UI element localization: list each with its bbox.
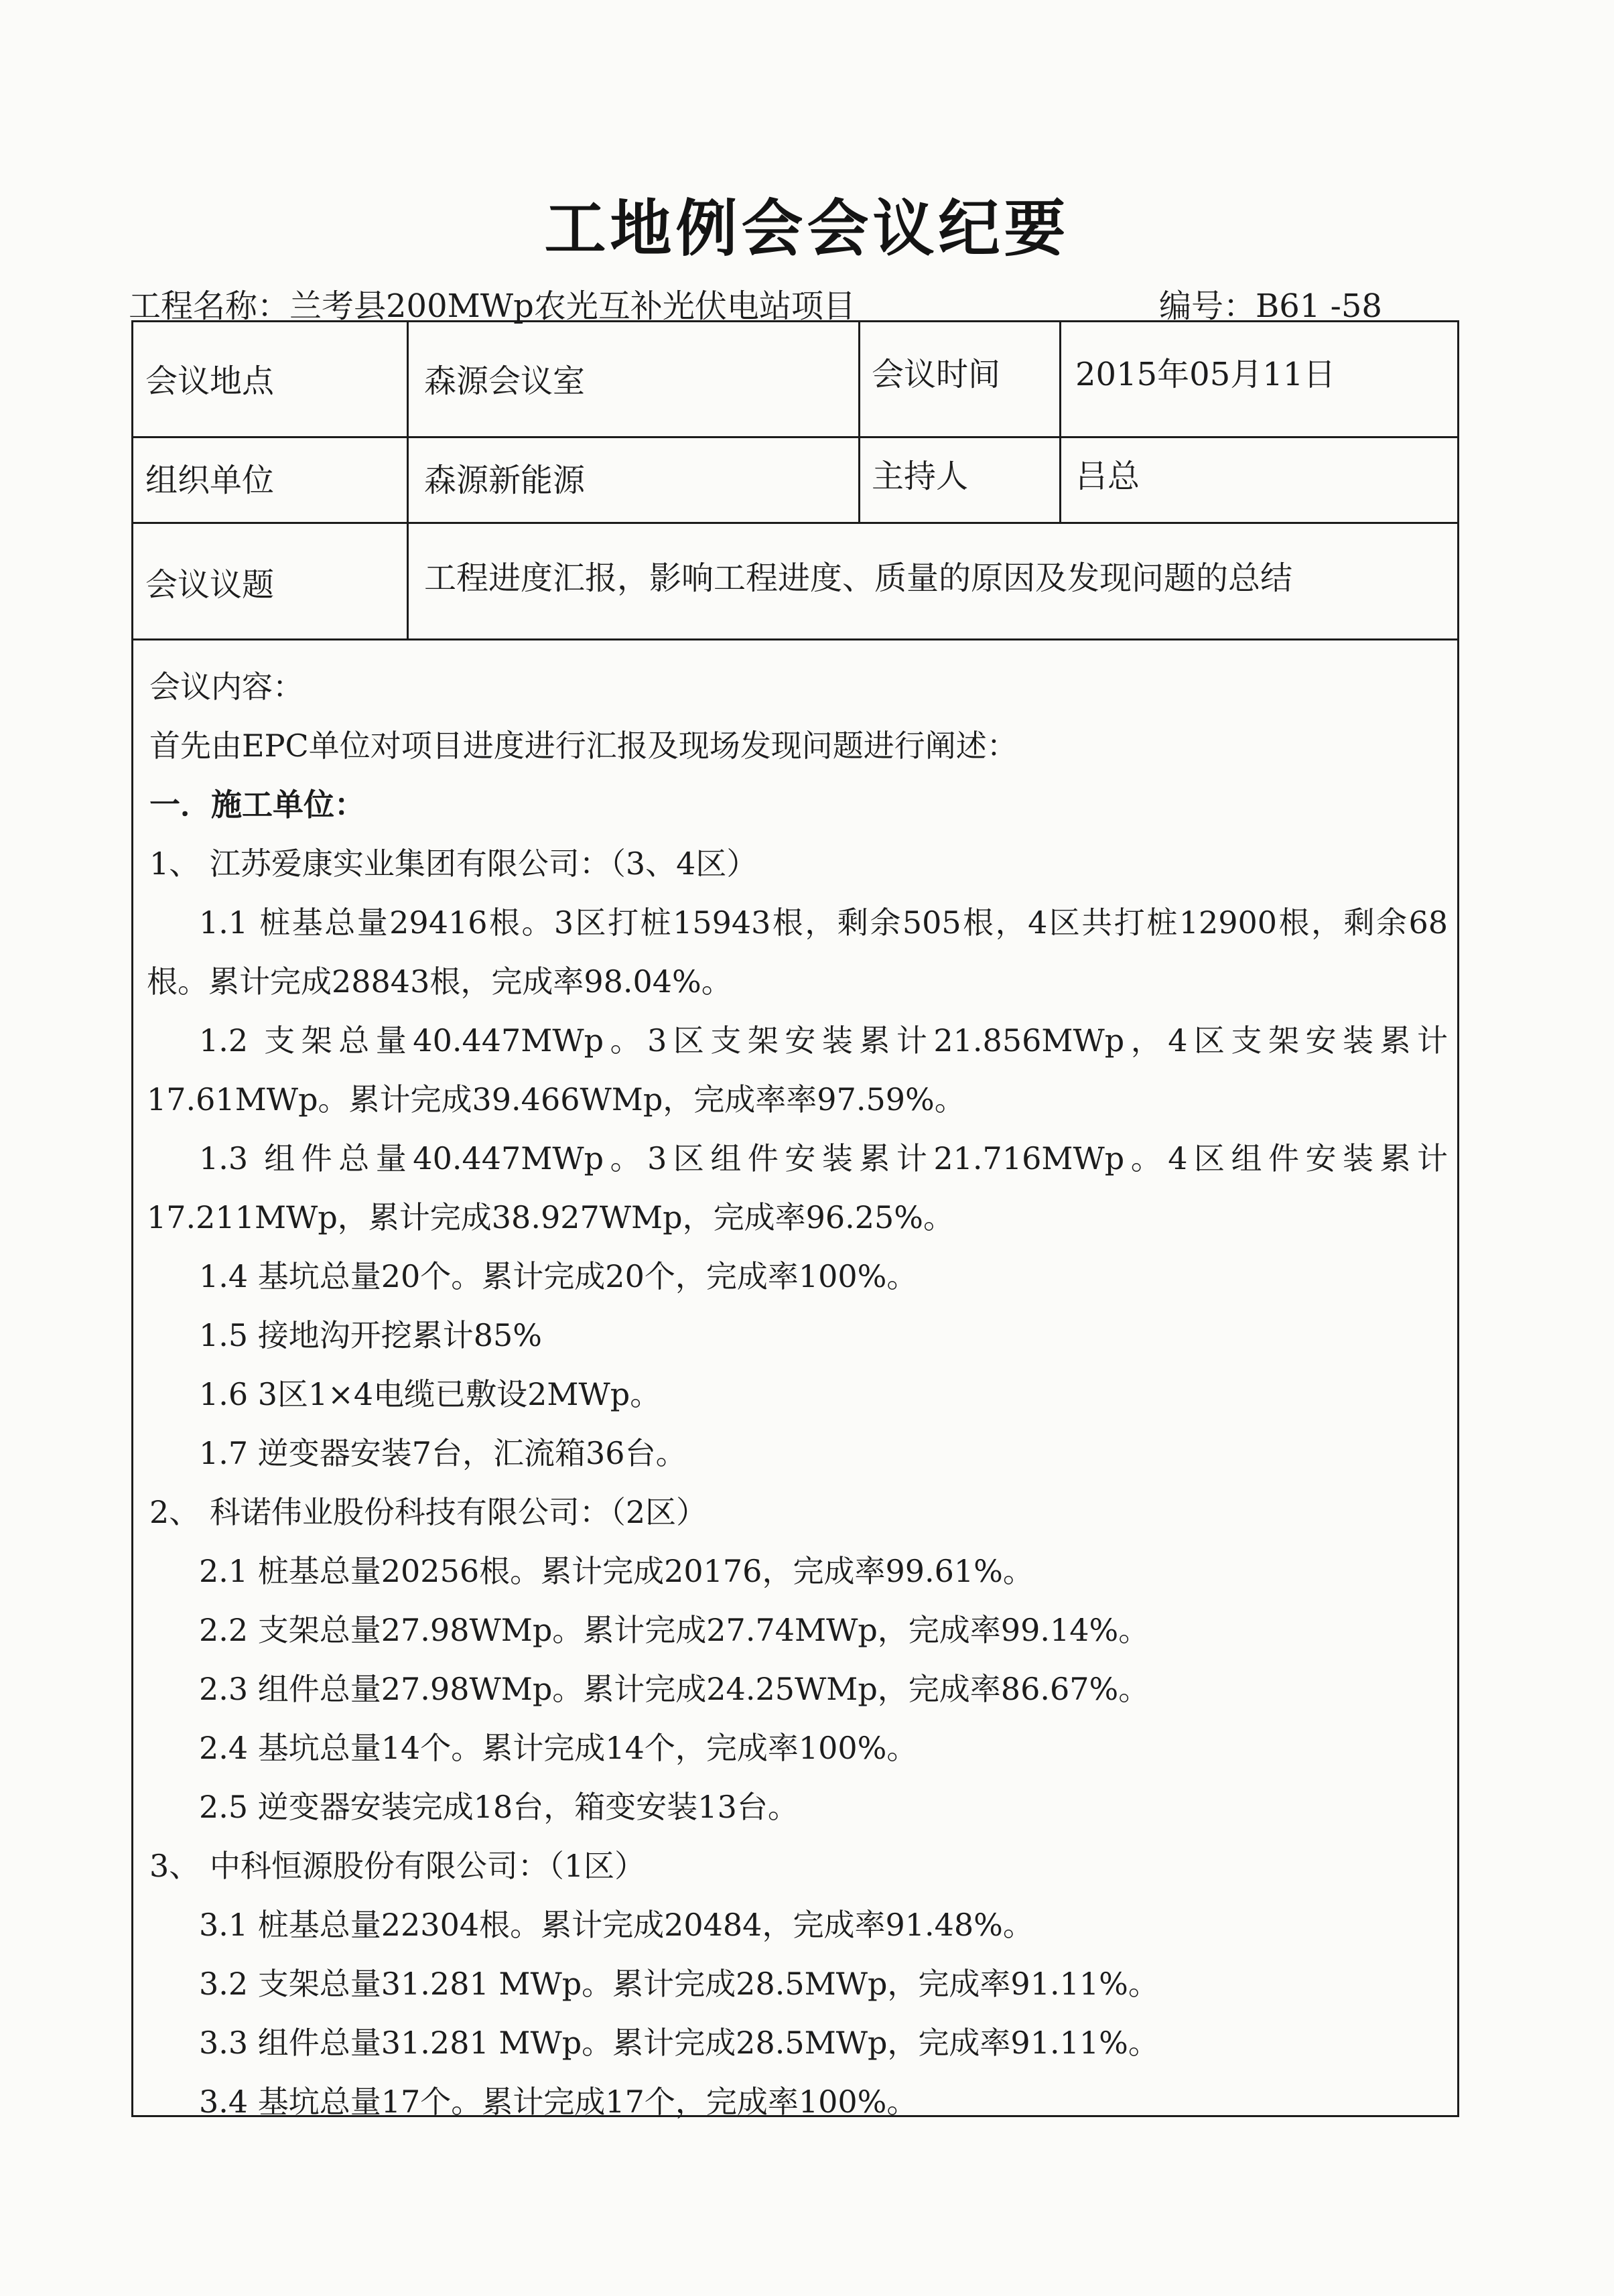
row-divider bbox=[133, 436, 1457, 438]
progress-item: 1.4 基坑总量20个。累计完成20个，完成率100%。 bbox=[199, 1258, 918, 1294]
progress-item: 2.1 桩基总量20256根。累计完成20176，完成率99.61%。 bbox=[199, 1553, 1034, 1589]
company-title: 2、 科诺伟业股份科技有限公司：（2区） bbox=[149, 1494, 708, 1530]
meeting-time: 2015年05月11日 bbox=[1075, 356, 1336, 393]
column-divider bbox=[858, 322, 860, 522]
progress-item: 3.1 桩基总量22304根。累计完成20484，完成率91.48%。 bbox=[199, 1907, 1034, 1943]
column-divider bbox=[407, 322, 409, 638]
organizer-label: 组织单位 bbox=[145, 462, 275, 499]
content-intro: 首先由EPC单位对项目进度进行汇报及现场发现问题进行阐述： bbox=[149, 728, 1018, 764]
topic: 工程进度汇报，影响工程进度、质量的原因及发现问题的总结 bbox=[424, 559, 1293, 597]
progress-item: 2.5 逆变器安装完成18台，箱变安装13台。 bbox=[199, 1789, 799, 1825]
progress-item: 1.1 桩基总量29416根。3区打桩15943根，剩余505根，4区共打桩12900根，剩余68根。累计完成28843根，完成率98.04%。 bbox=[147, 904, 1448, 1000]
company-title: 1、 江苏爱康实业集团有限公司：（3、4区） bbox=[149, 846, 758, 882]
row-divider bbox=[133, 522, 1457, 524]
minutes-table bbox=[131, 320, 1459, 2120]
progress-item: 2.2 支架总量27.98WMp。累计完成27.74MWp，完成率99.14%。 bbox=[199, 1612, 1150, 1648]
project-name: 工程名称：兰考县200MWp农光互补光伏电站项目 bbox=[129, 287, 856, 325]
host-label: 主持人 bbox=[872, 458, 969, 495]
host: 吕总 bbox=[1075, 458, 1140, 495]
progress-item: 3.3 组件总量31.281 MWp。累计完成28.5MWp，完成率91.11%。 bbox=[199, 2025, 1159, 2061]
topic-label: 会议议题 bbox=[145, 566, 275, 604]
section-heading: 一．施工单位： bbox=[149, 787, 365, 823]
company-title: 3、 中科恒源股份有限公司：（1区） bbox=[149, 1848, 646, 1884]
page-title: 工地例会会议纪要 bbox=[544, 192, 1070, 265]
progress-item: 1.2 支架总量40.447MWp。3区支架安装累计21.856MWp，4区支架安装累计17.61MWp。累计完成39.466WMp，完成率率97.59%。 bbox=[147, 1022, 1448, 1118]
meeting-location: 森源会议室 bbox=[424, 362, 586, 400]
progress-item: 3.2 支架总量31.281 MWp。累计完成28.5MWp，完成率91.11%。 bbox=[199, 1966, 1159, 2002]
row-divider bbox=[133, 638, 1457, 640]
meeting-time-label: 会议时间 bbox=[872, 356, 1001, 393]
meeting-location-label: 会议地点 bbox=[145, 362, 275, 400]
progress-item: 1.5 接地沟开挖累计85% bbox=[199, 1317, 543, 1353]
progress-item: 2.3 组件总量27.98WMp。累计完成24.25WMp，完成率86.67%。 bbox=[199, 1671, 1150, 1707]
progress-item: 3.4 基坑总量17个。累计完成17个，完成率100%。 bbox=[199, 2084, 918, 2120]
organizer: 森源新能源 bbox=[424, 462, 586, 499]
content-heading: 会议内容： bbox=[149, 669, 304, 705]
progress-item: 1.3 组件总量40.447MWp。3区组件安装累计21.716MWp。4区组件安装累计17.211MWp，累计完成38.927WMp，完成率96.25%。 bbox=[147, 1140, 1448, 1235]
progress-item: 1.7 逆变器安装7台，汇流箱36台。 bbox=[199, 1435, 687, 1471]
document-number: 编号：B61 -58 bbox=[1159, 287, 1382, 325]
column-divider bbox=[1059, 322, 1061, 522]
progress-item: 2.4 基坑总量14个。累计完成14个，完成率100%。 bbox=[199, 1730, 918, 1766]
progress-item: 1.6 3区1×4电缆已敷设2MWp。 bbox=[199, 1376, 661, 1412]
meeting-content bbox=[147, 657, 1448, 2131]
